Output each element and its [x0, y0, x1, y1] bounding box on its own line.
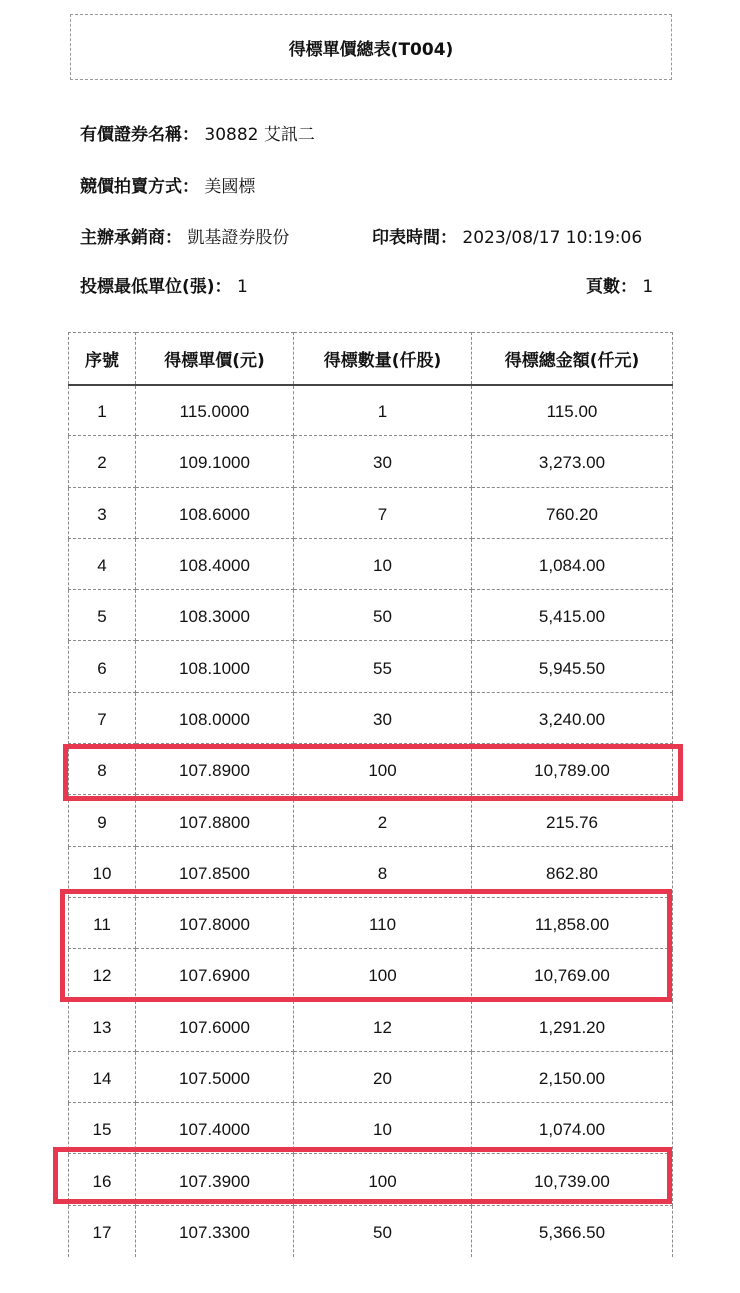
- min-unit-label: 投標最低單位(張)：: [80, 277, 232, 297]
- cell-unit-price: 107.8800: [136, 795, 294, 846]
- table-row: [69, 795, 673, 846]
- cell-quantity: 2: [294, 795, 472, 846]
- header-unit-price: 得標單價(元): [136, 333, 294, 385]
- cell-quantity: 30: [294, 692, 472, 743]
- cell-total-amount: 862.80: [472, 846, 673, 897]
- cell-quantity: 30: [294, 436, 472, 487]
- cell-quantity: 10: [294, 538, 472, 589]
- cell-quantity: 50: [294, 590, 472, 641]
- cell-serial: 1: [69, 385, 136, 436]
- cell-serial: 9: [69, 795, 136, 846]
- cell-total-amount: 1,291.20: [472, 1000, 673, 1051]
- cell-serial: 17: [69, 1205, 136, 1256]
- min-unit-value: 1: [236, 277, 248, 297]
- cell-serial: 2: [69, 436, 136, 487]
- security-name-value: 30882 艾訊二: [204, 125, 315, 145]
- cell-total-amount: 215.76: [472, 795, 673, 846]
- cell-unit-price: 115.0000: [136, 385, 294, 436]
- cell-quantity: 100: [294, 1154, 472, 1205]
- cell-unit-price: 107.6900: [136, 949, 294, 1000]
- cell-unit-price: 107.5000: [136, 1051, 294, 1102]
- page-number-line: [586, 272, 653, 297]
- cell-serial: 5: [69, 590, 136, 641]
- report-title: 得標單價總表(T004): [288, 39, 454, 60]
- table-row: [69, 641, 673, 692]
- table-row: [69, 1051, 673, 1102]
- cell-quantity: 20: [294, 1051, 472, 1102]
- cell-quantity: 1: [294, 385, 472, 436]
- min-unit-line: [80, 272, 248, 297]
- header-total-amount: 得標總金額(仟元): [472, 333, 673, 385]
- page-number-label: 頁數：: [586, 277, 637, 297]
- table-row: [69, 1000, 673, 1051]
- cell-serial: 14: [69, 1051, 136, 1102]
- cell-unit-price: 107.3300: [136, 1205, 294, 1256]
- cell-unit-price: 109.1000: [136, 436, 294, 487]
- table-row: [69, 744, 673, 795]
- table-row: [69, 590, 673, 641]
- print-time-label: 印表時間：: [372, 228, 457, 248]
- cell-serial: 7: [69, 692, 136, 743]
- table-row: [69, 692, 673, 743]
- cell-total-amount: 5,415.00: [472, 590, 673, 641]
- print-time-value: 2023/08/17 10:19:06: [462, 228, 643, 248]
- cell-serial: 10: [69, 846, 136, 897]
- security-name-line: [80, 120, 315, 145]
- report-title-box: [70, 14, 672, 80]
- cell-total-amount: 10,789.00: [472, 744, 673, 795]
- table-row: [69, 436, 673, 487]
- cell-total-amount: 2,150.00: [472, 1051, 673, 1102]
- cell-serial: 12: [69, 949, 136, 1000]
- cell-unit-price: 107.8900: [136, 744, 294, 795]
- table-row: [69, 487, 673, 538]
- cell-quantity: 12: [294, 1000, 472, 1051]
- table-row: [69, 897, 673, 948]
- underwriter-label: 主辦承銷商：: [80, 228, 182, 248]
- table-row: [69, 1205, 673, 1256]
- cell-unit-price: 108.3000: [136, 590, 294, 641]
- winning-bid-table: [68, 332, 673, 1257]
- cell-total-amount: 10,769.00: [472, 949, 673, 1000]
- cell-quantity: 55: [294, 641, 472, 692]
- table-row: [69, 538, 673, 589]
- cell-serial: 4: [69, 538, 136, 589]
- cell-total-amount: 11,858.00: [472, 897, 673, 948]
- cell-total-amount: 760.20: [472, 487, 673, 538]
- cell-unit-price: 107.6000: [136, 1000, 294, 1051]
- cell-total-amount: 1,084.00: [472, 538, 673, 589]
- cell-quantity: 100: [294, 949, 472, 1000]
- table-row: [69, 385, 673, 436]
- cell-unit-price: 107.4000: [136, 1103, 294, 1154]
- cell-serial: 8: [69, 744, 136, 795]
- cell-quantity: 10: [294, 1103, 472, 1154]
- cell-quantity: 7: [294, 487, 472, 538]
- cell-quantity: 50: [294, 1205, 472, 1256]
- underwriter-value: 凱基證券股份: [187, 228, 290, 248]
- table-row: [69, 1103, 673, 1154]
- print-time-line: [372, 223, 642, 248]
- cell-total-amount: 1,074.00: [472, 1103, 673, 1154]
- cell-total-amount: 115.00: [472, 385, 673, 436]
- cell-serial: 11: [69, 897, 136, 948]
- cell-quantity: 110: [294, 897, 472, 948]
- cell-unit-price: 108.1000: [136, 641, 294, 692]
- table-row: [69, 949, 673, 1000]
- cell-serial: 3: [69, 487, 136, 538]
- header-serial: 序號: [69, 333, 136, 385]
- cell-unit-price: 108.4000: [136, 538, 294, 589]
- cell-total-amount: 3,273.00: [472, 436, 673, 487]
- cell-unit-price: 107.3900: [136, 1154, 294, 1205]
- table-row: [69, 1154, 673, 1205]
- cell-unit-price: 107.8500: [136, 846, 294, 897]
- cell-total-amount: 5,945.50: [472, 641, 673, 692]
- underwriter-line: [80, 223, 289, 248]
- table-header-row: [69, 333, 673, 385]
- cell-quantity: 8: [294, 846, 472, 897]
- cell-total-amount: 10,739.00: [472, 1154, 673, 1205]
- cell-serial: 13: [69, 1000, 136, 1051]
- auction-method-label: 競價拍賣方式：: [80, 177, 199, 197]
- cell-unit-price: 107.8000: [136, 897, 294, 948]
- cell-serial: 6: [69, 641, 136, 692]
- cell-unit-price: 108.6000: [136, 487, 294, 538]
- cell-total-amount: 3,240.00: [472, 692, 673, 743]
- cell-serial: 15: [69, 1103, 136, 1154]
- cell-unit-price: 108.0000: [136, 692, 294, 743]
- table-row: [69, 846, 673, 897]
- auction-method-line: [80, 172, 255, 197]
- header-quantity: 得標數量(仟股): [294, 333, 472, 385]
- auction-method-value: 美國標: [204, 177, 256, 197]
- cell-total-amount: 5,366.50: [472, 1205, 673, 1256]
- security-name-label: 有價證券名稱：: [80, 125, 199, 145]
- cell-quantity: 100: [294, 744, 472, 795]
- page-number-value: 1: [642, 277, 654, 297]
- cell-serial: 16: [69, 1154, 136, 1205]
